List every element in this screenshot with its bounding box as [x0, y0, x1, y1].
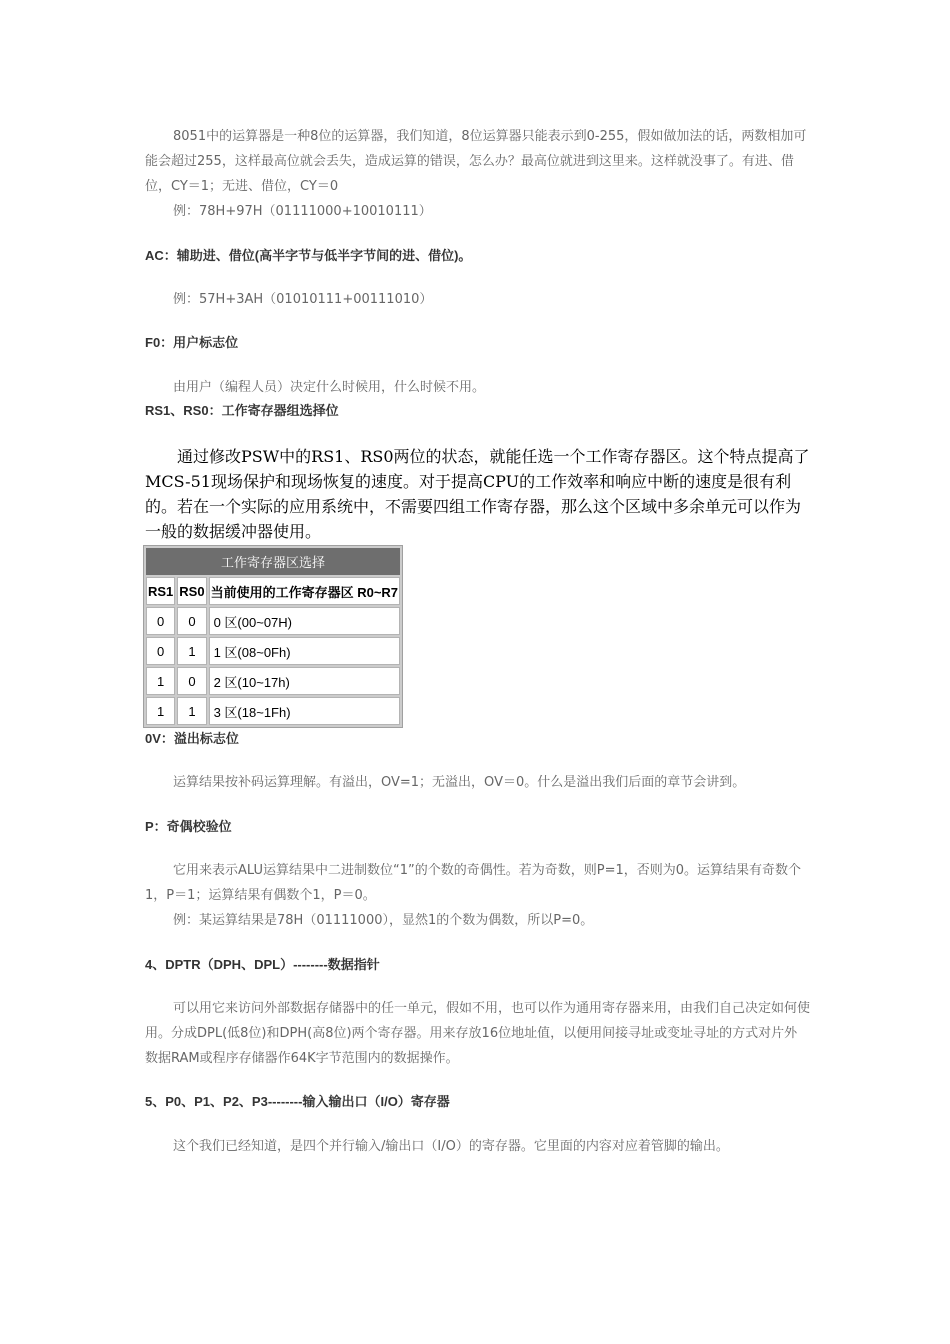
table-row: [146, 697, 400, 725]
heading-p: P：奇偶校验位: [145, 819, 232, 834]
table-caption: 工作寄存器区选择: [146, 548, 400, 575]
heading-ac: AC：辅助进、借位(高半字节与低半字节间的进、借位)。: [145, 248, 472, 263]
example-ac: 例：57H+3AH（01010111+00111010）: [173, 292, 433, 307]
heading-ov: 0V：溢出标志位: [145, 731, 239, 746]
header-bank: 当前使用的工作寄存器区 R0~R7: [209, 577, 400, 605]
heading-rs: RS1、RS0：工作寄存器组选择位: [145, 403, 339, 418]
para-p: 它用来表示ALU运算结果中二进制数位“1”的个数的奇偶性。若为奇数，则P=1，否则为0。运算结果有奇数个1，P＝1；运算结果有偶数个1，P＝0。: [145, 863, 802, 903]
cell-rs1: 1: [146, 697, 175, 725]
example-cy: 例：78H+97H（01111000+10010111）: [173, 204, 432, 219]
cell-bank: 3 区(18~1Fh): [209, 697, 400, 725]
cell-bank: 2 区(10~17h): [209, 667, 400, 695]
cell-rs1: 0: [146, 607, 175, 635]
heading-ports: 5、P0、P1、P2、P3--------输入输出口（I/O）寄存器: [145, 1094, 450, 1109]
cell-rs1: 1: [146, 667, 175, 695]
cell-rs0: 1: [177, 697, 206, 725]
header-rs1: RS1: [146, 577, 175, 605]
cell-rs0: 1: [177, 637, 206, 665]
header-rs0: RS0: [177, 577, 206, 605]
para-ov: 运算结果按补码运算理解。有溢出，OV=1；无溢出，OV＝0。什么是溢出我们后面的章节会讲到。: [173, 775, 746, 790]
table-row: [146, 637, 400, 665]
cell-rs0: 0: [177, 667, 206, 695]
register-bank-table-wrap: [143, 545, 403, 728]
cell-rs1: 0: [146, 637, 175, 665]
cell-bank: 0 区(00~07H): [209, 607, 400, 635]
table-row: [146, 607, 400, 635]
cell-bank: 1 区(08~0Fh): [209, 637, 400, 665]
register-bank-table: [143, 545, 403, 728]
cell-rs0: 0: [177, 607, 206, 635]
para-ports: 这个我们已经知道，是四个并行输入/输出口（I/O）的寄存器。它里面的内容对应着管脚的输出。: [173, 1139, 729, 1154]
heading-f0: F0：用户标志位: [145, 335, 239, 350]
para-rs: 通过修改PSW中的RS1、RS0两位的状态，就能任选一个工作寄存器区。这个特点提高了MCS-51现场保护和现场恢复的速度。对于提高CPU的工作效率和响应中断的速度是很有利的。若在一个实际的应用系统中，不需要四组工作寄存器，那么这个区域中多余单元可以作为一般的数据缓冲器使用。: [145, 447, 810, 541]
heading-dptr: 4、DPTR（DPH、DPL）--------数据指针: [145, 957, 380, 972]
table-row: [146, 667, 400, 695]
para-accumulator-1: 8051中的运算器是一种8位的运算器，我们知道，8位运算器只能表示到0-255，假如做加法的话，两数相加可能会超过255，这样最高位就会丢失，造成运算的错误，怎么办？最高位就进到这里来。这样就没事了。有进、借位，CY＝1；无进、借位，CY＝0: [145, 129, 807, 194]
example-p: 例：某运算结果是78H（01111000），显然1的个数为偶数，所以P=0。: [173, 913, 594, 928]
para-f0: 由用户（编程人员）决定什么时候用，什么时候不用。: [173, 380, 486, 395]
para-dptr: 可以用它来访问外部数据存储器中的任一单元，假如不用，也可以作为通用寄存器来用，由我们自己决定如何使用。分成DPL(低8位)和DPH(高8位)两个寄存器。用来存放16位地址值，以便用间接寻址或变址寻址的方式对片外数据RAM或程序存储器作64K字节范围内的数据操作。: [145, 1001, 811, 1066]
table-header-row: [146, 577, 400, 605]
